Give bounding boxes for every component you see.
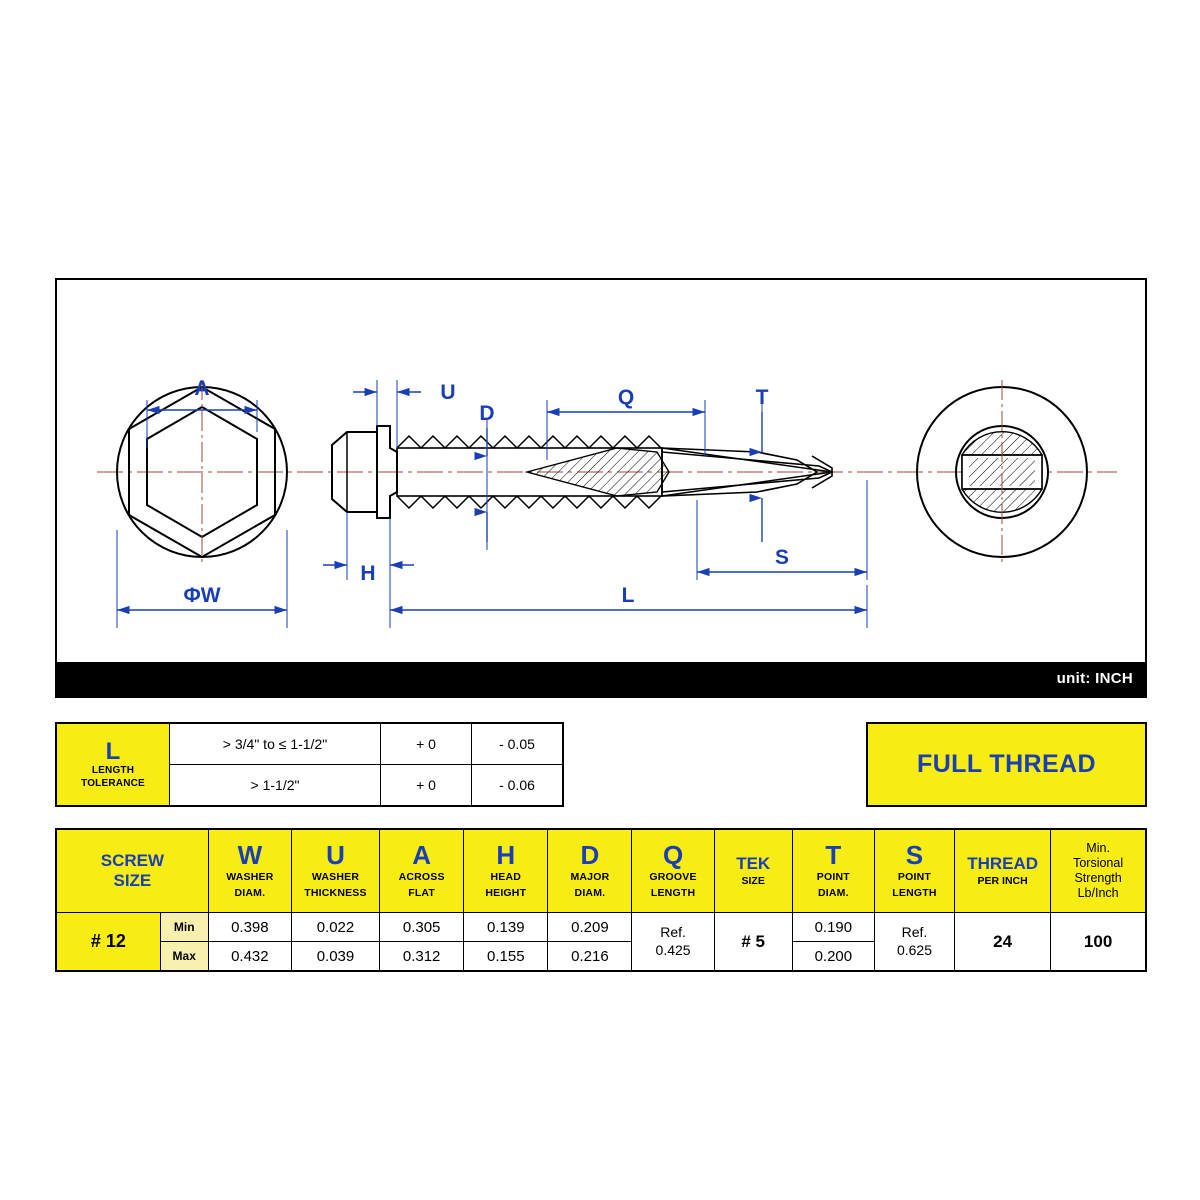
value-w-min: 0.398	[208, 913, 291, 942]
tolerance-plus-2: + 0	[381, 764, 472, 806]
header-sub2-w: DIAM.	[234, 887, 266, 899]
header-col-q	[632, 829, 714, 913]
spec-header-row	[56, 829, 1146, 913]
tolerance-range-2: > 1-1/2"	[170, 764, 381, 806]
header-sub2-a: FLAT	[408, 887, 436, 899]
tolerance-minus-2: - 0.06	[472, 764, 564, 806]
value-u-min: 0.022	[291, 913, 379, 942]
header-screw-size-line1: SCREW	[100, 851, 165, 871]
header-sub1-tek: SIZE	[741, 875, 765, 888]
header-sub1-a: ACROSS	[398, 870, 445, 883]
header-symbol-thread: THREAD	[967, 853, 1039, 873]
value-tek-size: # 5	[714, 913, 792, 972]
tolerance-minus-1: - 0.05	[472, 723, 564, 764]
header-symbol-tek: TEK	[736, 853, 771, 873]
tolerance-caption-line1: LENGTH	[91, 765, 135, 777]
value-h-max: 0.155	[464, 942, 548, 972]
header-torsional-line1: Min.	[1086, 841, 1110, 855]
value-s-ref-label: Ref.	[901, 924, 928, 940]
full-thread-label: FULL THREAD	[917, 750, 1096, 778]
header-symbol-a: A	[412, 839, 432, 870]
dim-label-h: H	[360, 562, 376, 585]
header-symbol-u: U	[326, 839, 345, 870]
dim-h	[323, 512, 414, 585]
value-s-ref-value: 0.625	[896, 941, 932, 958]
header-col-w	[208, 829, 291, 913]
header-sub2-d: DIAM.	[574, 887, 606, 899]
dim-label-l: L	[621, 584, 635, 607]
value-w-max: 0.432	[208, 942, 291, 972]
header-col-u	[291, 829, 379, 913]
header-torsional-line3: Strength	[1074, 871, 1122, 885]
length-tolerance-table	[55, 722, 564, 807]
value-thread-per-inch: 24	[955, 913, 1051, 972]
header-sub1-u: WASHER	[311, 870, 360, 883]
dim-label-phi-w: ΦW	[183, 584, 221, 607]
header-symbol-t: T	[825, 839, 842, 870]
header-col-s	[874, 829, 954, 913]
row-label-min: Min	[160, 913, 208, 942]
header-torsional-line4: Lb/Inch	[1077, 886, 1119, 900]
header-sub1-t: POINT	[816, 870, 850, 883]
value-q-ref-value: 0.425	[655, 941, 691, 958]
value-t-min: 0.190	[792, 913, 874, 942]
header-sub2-u: THICKNESS	[304, 887, 367, 899]
header-sub1-w: WASHER	[226, 870, 274, 883]
header-sub2-t: DIAM.	[817, 887, 849, 899]
header-col-a	[380, 829, 464, 913]
unit-label: unit: INCH	[1056, 670, 1133, 687]
header-screw-size	[56, 829, 208, 913]
header-symbol-h: H	[496, 839, 516, 870]
screw-drawing	[57, 280, 1149, 664]
dim-label-a: A	[194, 377, 210, 400]
dim-label-t: T	[755, 386, 769, 409]
header-sub1-h: HEAD	[490, 870, 522, 883]
value-q-ref-label: Ref.	[660, 924, 686, 940]
row-label-max: Max	[160, 942, 208, 972]
value-h-min: 0.139	[464, 913, 548, 942]
value-s-ref	[874, 913, 954, 972]
header-sub1-s: POINT	[897, 870, 932, 883]
dim-u	[353, 380, 456, 448]
header-col-t	[792, 829, 874, 913]
header-col-tek	[714, 829, 792, 913]
dim-label-u: U	[440, 381, 456, 404]
header-sub1-q: GROOVE	[649, 870, 697, 883]
value-t-max: 0.200	[792, 942, 874, 972]
dim-label-q: Q	[617, 386, 635, 409]
header-sub1-d: MAJOR	[570, 870, 610, 883]
tolerance-symbol: L	[105, 737, 121, 765]
header-symbol-s: S	[905, 839, 924, 870]
header-symbol-w: W	[237, 839, 263, 870]
header-col-torsional	[1051, 829, 1146, 913]
table-row	[56, 723, 563, 764]
value-a-min: 0.305	[380, 913, 464, 942]
dim-d	[479, 402, 494, 550]
specification-table	[55, 828, 1147, 972]
tolerance-symbol-cell	[56, 723, 170, 806]
header-sub2-s: LENGTH	[892, 887, 937, 899]
header-sub1-thread: PER INCH	[977, 875, 1028, 888]
value-d-max: 0.216	[548, 942, 632, 972]
dim-l	[390, 525, 867, 628]
dim-t	[756, 386, 769, 542]
header-sub2-h: HEIGHT	[485, 887, 527, 899]
tolerance-plus-1: + 0	[381, 723, 472, 764]
value-q-ref	[632, 913, 714, 972]
value-d-min: 0.209	[548, 913, 632, 942]
value-u-max: 0.039	[291, 942, 379, 972]
header-col-thread	[955, 829, 1051, 913]
screw-size-cell	[56, 913, 160, 972]
header-col-h	[464, 829, 548, 913]
header-col-d	[548, 829, 632, 913]
dim-s	[697, 480, 867, 580]
header-symbol-q: Q	[662, 839, 684, 870]
table-row	[56, 913, 1146, 942]
value-a-max: 0.312	[380, 942, 464, 972]
unit-bar	[55, 662, 1147, 698]
dim-label-s: S	[774, 546, 790, 569]
dim-label-d: D	[479, 402, 495, 425]
tolerance-range-1: > 3/4" to ≤ 1-1/2"	[170, 723, 381, 764]
value-torsional-strength: 100	[1051, 913, 1146, 972]
screw-size-value: # 12	[90, 931, 126, 951]
header-torsional-line2: Torsional	[1073, 856, 1124, 870]
header-screw-size-line2: SIZE	[113, 871, 152, 890]
header-sub2-q: LENGTH	[650, 887, 696, 899]
technical-drawing-panel	[55, 278, 1147, 698]
full-thread-badge	[866, 722, 1147, 807]
tolerance-caption-line2: TOLERANCE	[81, 777, 145, 789]
header-symbol-d: D	[580, 839, 600, 870]
